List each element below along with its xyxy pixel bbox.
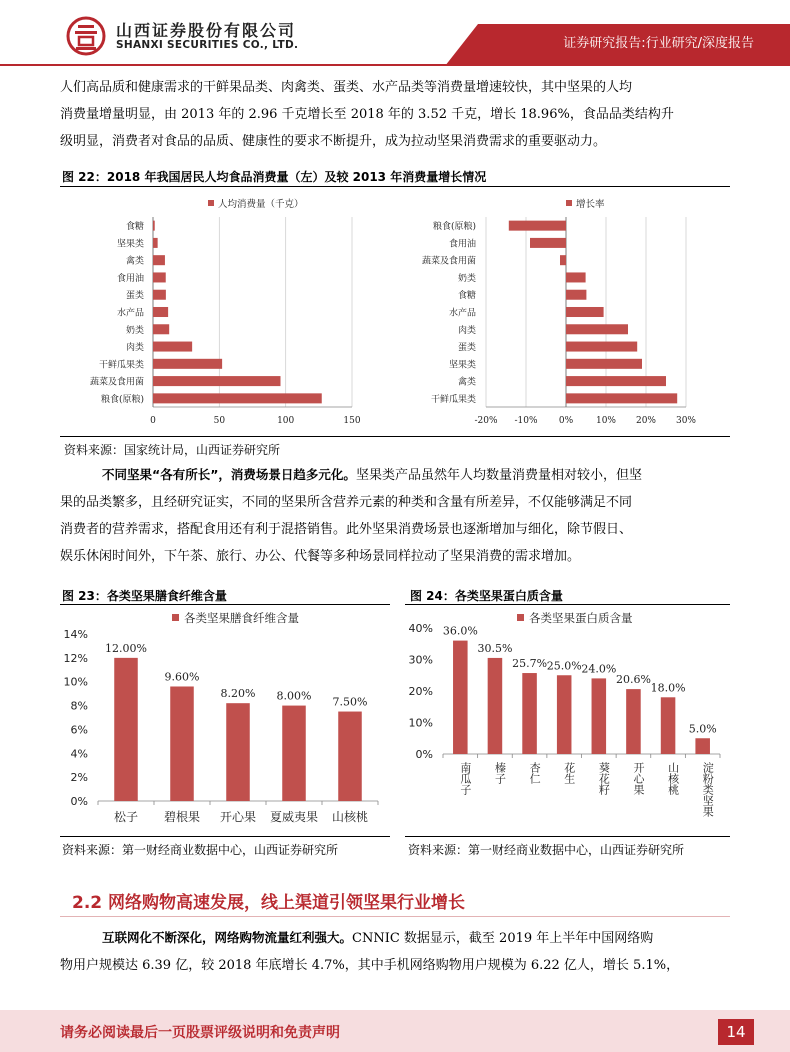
legend-label: 人均消费量（千克） <box>218 199 304 210</box>
text-line: 消费者的营养需求，搭配食用还有利于混搭销售。此外坚果消费场景也逐渐增加与细化，除节假日、 <box>60 522 633 537</box>
bar <box>661 697 676 754</box>
category-label: 蔬菜及食用菌 <box>421 256 476 267</box>
y-tick-label: 0% <box>70 795 88 808</box>
category-label: 山核桃 <box>331 810 369 824</box>
y-tick-label: 8% <box>70 699 88 713</box>
text-line: 消费量增量明显，由 2013 年的 2.96 千克增长至 2018 年的 3.52 千克，增长 18.96%，食品品类结构升 <box>60 107 674 122</box>
bar <box>626 689 641 754</box>
protein-content-chart <box>405 606 730 834</box>
x-tick-label: 100 <box>277 416 295 426</box>
page-footer <box>0 1010 790 1052</box>
x-tick-label: 10% <box>595 416 617 426</box>
category-label: 杏仁 <box>528 762 542 784</box>
legend-swatch <box>208 200 214 206</box>
bar <box>566 342 637 352</box>
figure-23-bottom-rule <box>60 836 390 837</box>
category-label: 山核桃 <box>666 762 680 795</box>
category-label: 淀粉类坚果 <box>701 762 715 817</box>
text-line: 级明显，消费者对食品的品质、健康性的要求不断提升，成为拉动坚果消费需求的重要驱动力。 <box>60 134 607 149</box>
x-tick-label: 20% <box>635 416 657 426</box>
data-label: 25.7% <box>512 657 548 671</box>
category-label: 水产品 <box>116 308 144 319</box>
category-label: 葵花籽 <box>597 762 611 795</box>
category-label: 食糖 <box>457 291 476 302</box>
category-label: 榛子 <box>493 762 507 784</box>
category-label: 禽类 <box>125 256 144 267</box>
figure-22-source: 资料来源：国家统计局，山西证券研究所 <box>64 443 281 457</box>
bar <box>153 221 155 231</box>
category-label: 坚果类 <box>448 360 476 371</box>
figure-24-bottom-rule <box>405 836 730 837</box>
category-label: 蛋类 <box>125 291 144 302</box>
page-number: 14 <box>718 1019 754 1045</box>
bar <box>566 376 666 386</box>
data-label: 9.60% <box>164 670 200 684</box>
x-tick-label: 30% <box>675 416 697 426</box>
bar <box>153 393 322 403</box>
y-axis-ticks <box>64 628 88 808</box>
category-label: 食用油 <box>448 239 476 250</box>
bar <box>560 255 566 265</box>
y-tick-label: 30% <box>408 653 433 667</box>
figure-23-top-rule <box>60 604 390 605</box>
category-label: 坚果类 <box>116 239 144 250</box>
category-label: 夏威夷果 <box>269 810 319 824</box>
category-label: 粮食(原粮) <box>432 222 476 233</box>
text-line <box>60 924 730 952</box>
bar <box>170 686 194 801</box>
text-line: 人们高品质和健康需求的干鲜果品类、肉禽类、蛋类、水产品类等消费量增速较快，其中坚果的人均 <box>60 80 633 95</box>
bar <box>566 307 604 317</box>
text-line <box>60 461 730 489</box>
legend-label: 各类坚果蛋白质含量 <box>529 611 633 625</box>
category-label: 碧根果 <box>163 810 201 824</box>
y-tick-label: 10% <box>63 675 88 689</box>
category-label: 奶类 <box>457 273 476 284</box>
bar <box>566 393 677 403</box>
company-logo-icon <box>66 16 106 56</box>
bar <box>153 255 165 265</box>
figure-23-title: 图 23：各类坚果膳食纤维含量 <box>62 589 227 603</box>
legend-label: 增长率 <box>576 199 605 210</box>
paragraph-online-shopping <box>60 924 730 979</box>
bar <box>557 675 572 754</box>
bar <box>153 272 166 282</box>
bar <box>153 324 169 334</box>
category-label: 粮食(原粮) <box>100 394 144 405</box>
data-label: 24.0% <box>581 662 617 676</box>
data-label: 30.5% <box>477 641 513 655</box>
legend-swatch <box>566 200 572 206</box>
bar <box>153 376 280 386</box>
disclaimer-notice: 请务必阅读最后一页股票评级说明和免责声明 <box>60 1025 340 1041</box>
bar <box>453 641 468 754</box>
food-consumption-chart <box>60 190 390 432</box>
page-header <box>0 0 790 66</box>
data-label: 25.0% <box>546 659 582 673</box>
x-tick-label: -20% <box>474 416 498 426</box>
text-line: 物用户规模达 6.39 亿，较 2018 年底增长 4.7%，其中手机网络购物用户规模为 6.22 亿人，增长 5.1%， <box>60 958 680 973</box>
category-label: 禽类 <box>457 377 476 388</box>
bar <box>338 712 362 801</box>
category-label: 水产品 <box>448 308 476 319</box>
bar <box>592 678 607 754</box>
y-tick-label: 40% <box>408 622 433 635</box>
company-name-cn: 山西证券股份有限公司 <box>116 21 297 40</box>
bar <box>153 290 166 300</box>
figure-23-source: 资料来源：第一财经商业数据中心，山西证券研究所 <box>62 843 339 857</box>
category-label: 干鲜瓜果类 <box>98 360 144 371</box>
text-run: CNNIC 数据显示，截至 2019 年上半年中国网络购 <box>352 931 654 946</box>
bar <box>566 359 642 369</box>
bar <box>114 658 138 801</box>
category-label: 松子 <box>113 810 139 824</box>
figure-22-bottom-rule <box>60 436 730 437</box>
y-tick-label: 14% <box>63 628 88 641</box>
x-tick-label: -10% <box>514 416 538 426</box>
x-tick-label: 0 <box>150 416 156 426</box>
x-tick-label: 150 <box>343 416 361 426</box>
x-tick-label: 0% <box>558 416 574 426</box>
figure-24-source: 资料来源：第一财经商业数据中心，山西证券研究所 <box>408 843 685 857</box>
growth-rate-chart <box>400 190 730 432</box>
category-label: 食糖 <box>125 222 144 233</box>
bar <box>226 703 250 801</box>
section-divider <box>60 916 730 917</box>
section-title: 2.2 网络购物高速发展，线上渠道引领坚果行业增长 <box>72 893 466 913</box>
data-label: 8.20% <box>220 687 256 701</box>
text-line: 果的品类繁多，且经研究证实，不同的坚果所含营养元素的种类和含量有所差异，不仅能够满足不同 <box>60 495 633 510</box>
category-label: 干鲜瓜果类 <box>430 394 476 405</box>
paragraph-lead: 不同坚果“各有所长”，消费场景日趋多元化。 <box>102 467 356 482</box>
data-label: 12.00% <box>105 641 147 655</box>
figure-24-title: 图 24：各类坚果蛋白质含量 <box>410 589 563 603</box>
paragraph-consumption-trend <box>60 74 730 155</box>
data-label: 36.0% <box>442 624 478 638</box>
y-tick-label: 12% <box>63 651 88 665</box>
bar <box>522 673 537 754</box>
data-label: 8.00% <box>276 689 312 703</box>
text-run: 坚果类产品虽然年人均数量消费量相对较小，但坚 <box>355 468 642 483</box>
category-label: 食用油 <box>116 273 144 284</box>
data-label: 18.0% <box>650 681 686 695</box>
data-label: 20.6% <box>615 673 651 687</box>
x-tick-label: 50 <box>213 416 226 426</box>
bar <box>566 290 586 300</box>
y-axis-ticks <box>409 622 433 761</box>
bar <box>566 272 586 282</box>
legend-swatch <box>517 614 524 621</box>
bar <box>695 738 710 754</box>
y-tick-label: 2% <box>70 771 88 785</box>
y-tick-label: 10% <box>408 716 433 730</box>
figure-24-top-rule <box>405 604 730 605</box>
y-tick-label: 6% <box>70 723 88 737</box>
bar <box>153 238 158 248</box>
category-label: 奶类 <box>125 325 144 336</box>
data-label: 5.0% <box>688 722 717 736</box>
bar <box>530 238 566 248</box>
category-label: 蛋类 <box>457 343 476 354</box>
bar <box>488 658 503 754</box>
data-label: 7.50% <box>332 695 368 709</box>
report-type: 证券研究报告:行业研究/深度报告 <box>563 36 754 51</box>
category-label: 肉类 <box>457 325 476 336</box>
y-tick-label: 20% <box>408 685 433 698</box>
bar <box>282 706 306 801</box>
category-label: 肉类 <box>125 343 144 354</box>
y-tick-label: 0% <box>415 748 433 761</box>
bar <box>153 342 192 352</box>
category-label: 开心果 <box>219 810 257 824</box>
bar <box>153 307 168 317</box>
legend-swatch <box>172 614 179 621</box>
category-label: 花生 <box>562 762 576 784</box>
category-label: 开心果 <box>631 762 645 795</box>
company-name-en: SHANXI SECURITIES CO., LTD. <box>116 39 299 51</box>
paragraph-lead: 互联网化不断深化，网络购物流量红利强大。 <box>102 930 353 945</box>
legend-label: 各类坚果膳食纤维含量 <box>184 611 299 625</box>
figure-22-title: 图 22：2018 年我国居民人均食品消费量（左）及较 2013 年消费量增长情况 <box>62 170 487 184</box>
bar <box>566 324 628 334</box>
bar <box>153 359 222 369</box>
category-label: 蔬菜及食用菌 <box>89 377 144 388</box>
category-label: 南瓜子 <box>458 762 472 795</box>
y-tick-label: 4% <box>70 747 88 761</box>
text-line: 娱乐休闲时间外，下午茶、旅行、办公、代餐等多种场景同样拉动了坚果消费的需求增加。 <box>60 549 581 564</box>
paragraph-nut-diversity <box>60 461 730 570</box>
fiber-content-chart <box>60 606 390 834</box>
figure-22-top-rule <box>60 186 730 187</box>
bar <box>509 221 566 231</box>
